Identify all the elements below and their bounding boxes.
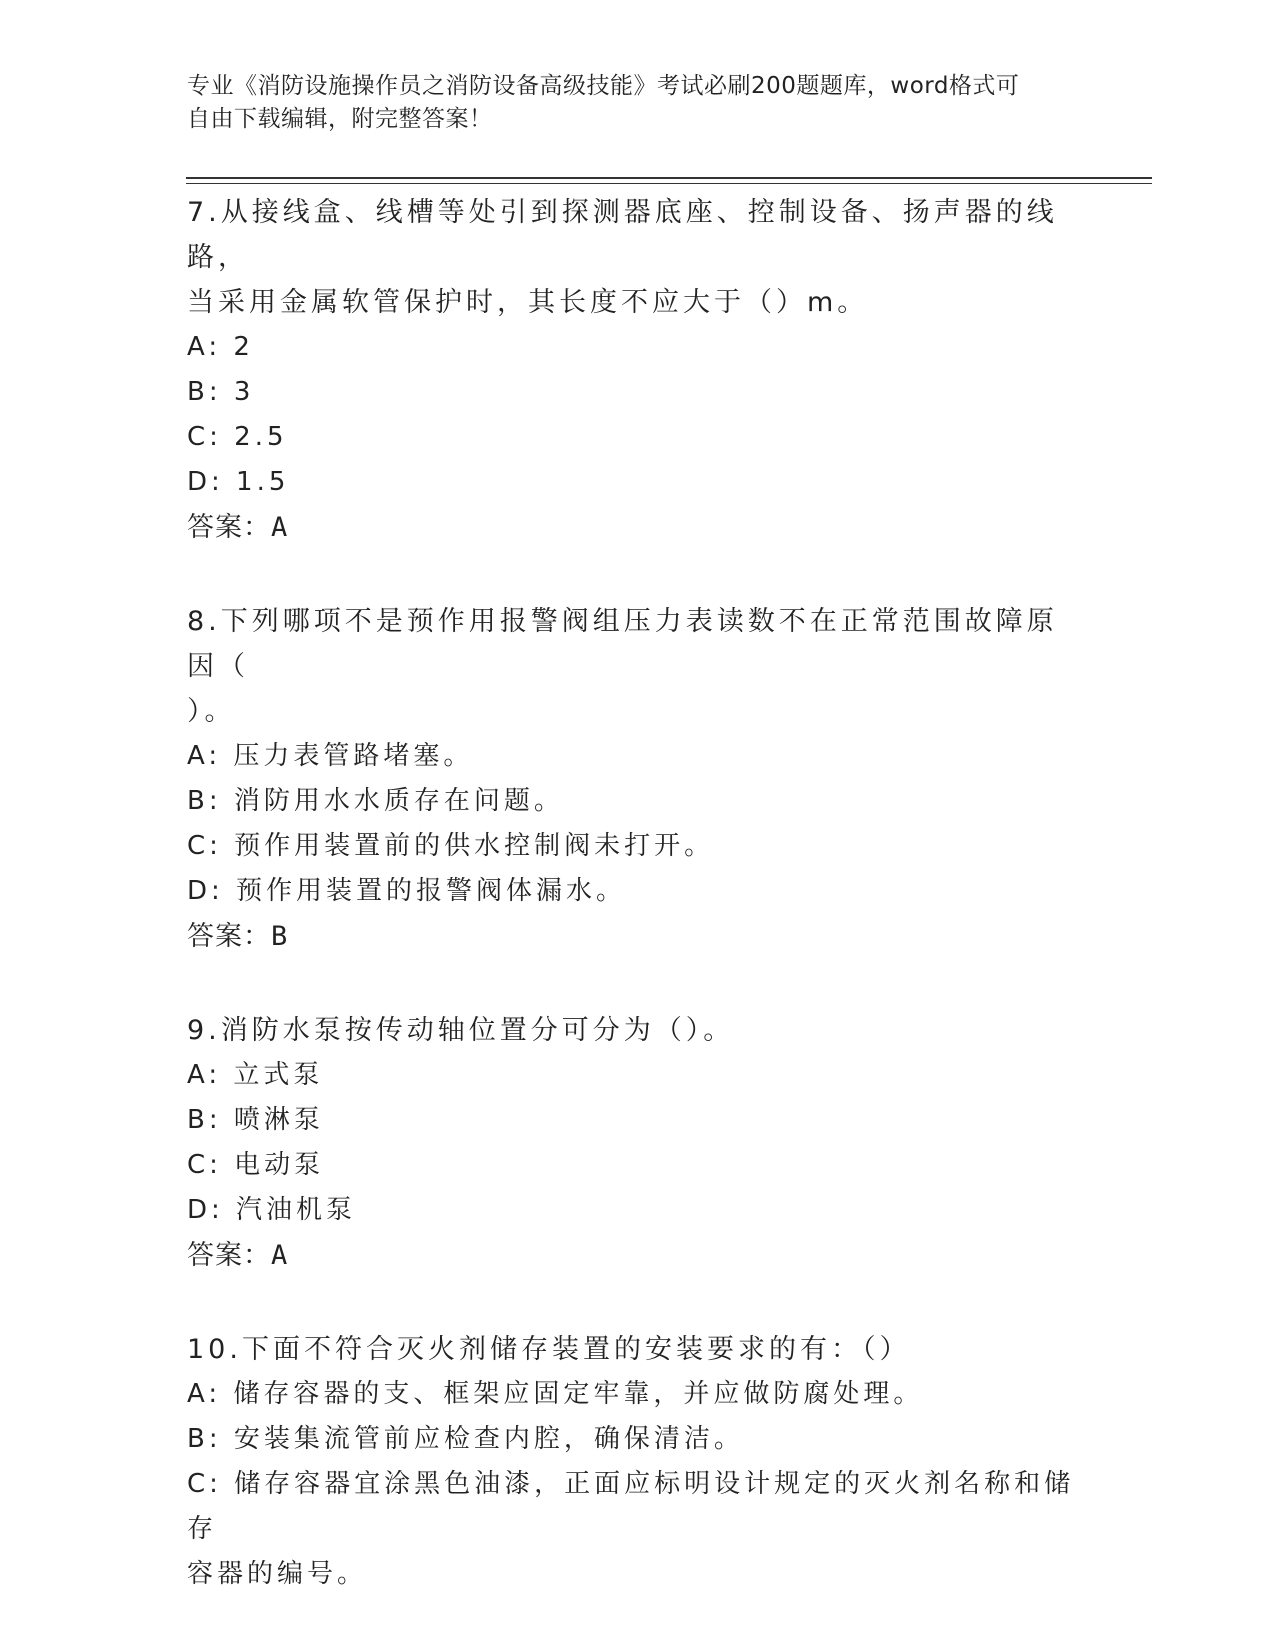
answer-value: A	[271, 1240, 288, 1271]
header-line-1: 专业《消防设施操作员之消防设备高级技能》考试必刷200题题库，word格式可	[187, 73, 1020, 99]
document-header	[187, 70, 1067, 136]
answer-line	[187, 505, 1087, 550]
answer-line	[187, 1233, 1087, 1278]
question-8	[187, 599, 1087, 959]
option-b: B: 3	[187, 377, 255, 407]
option-b: B: 消防用水水质存在问题。	[187, 786, 564, 816]
header-divider-thick	[186, 177, 1152, 179]
option-a: A: 储存容器的支、框架应固定牢靠，并应做防腐处理。	[187, 1379, 924, 1409]
option-d: D: 预作用装置的报警阀体漏水。	[187, 876, 627, 906]
option-d: D: 1.5	[187, 467, 290, 497]
question-list	[187, 190, 1087, 1646]
option-b: B: 喷淋泵	[187, 1105, 324, 1135]
option-c: C: 2.5	[187, 422, 288, 452]
question-text: 9.消防水泵按传动轴位置分可分为（）。	[187, 1015, 735, 1046]
question-text: 当采用金属软管保护时，其长度不应大于（）m。	[187, 287, 869, 318]
option-c: C: 预作用装置前的供水控制阀未打开。	[187, 831, 715, 861]
answer-value: A	[271, 512, 288, 543]
header-divider-thin	[186, 183, 1152, 184]
option-c-continued: 容器的编号。	[187, 1559, 368, 1589]
question-text: ）。	[187, 696, 236, 727]
question-10	[187, 1327, 1087, 1597]
header-line-2: 自由下载编辑，附完整答案！	[187, 106, 493, 132]
answer-label: 答案：	[187, 1240, 271, 1271]
option-a: A: 立式泵	[187, 1060, 324, 1090]
answer-label: 答案：	[187, 921, 271, 952]
option-a: A: 压力表管路堵塞。	[187, 741, 474, 771]
option-c: C: 储存容器宜涂黑色油漆，正面应标明设计规定的灭火剂名称和储存	[187, 1469, 1075, 1544]
answer-line	[187, 914, 1087, 959]
option-b: B: 安装集流管前应检查内腔，确保清洁。	[187, 1424, 744, 1454]
answer-value: B	[271, 921, 288, 952]
question-text: 7.从接线盒、线槽等处引到探测器底座、控制设备、扬声器的线路，	[187, 197, 1058, 273]
answer-label: 答案：	[187, 512, 271, 543]
question-text: 10.下面不符合灭火剂储存装置的安装要求的有：（）	[187, 1334, 911, 1365]
question-9	[187, 1008, 1087, 1278]
question-text: 8.下列哪项不是预作用报警阀组压力表读数不在正常范围故障原因（	[187, 606, 1058, 682]
option-d: D: 汽油机泵	[187, 1195, 357, 1225]
question-7	[187, 190, 1087, 550]
option-c: C: 电动泵	[187, 1150, 325, 1180]
option-a: A: 2	[187, 332, 254, 362]
